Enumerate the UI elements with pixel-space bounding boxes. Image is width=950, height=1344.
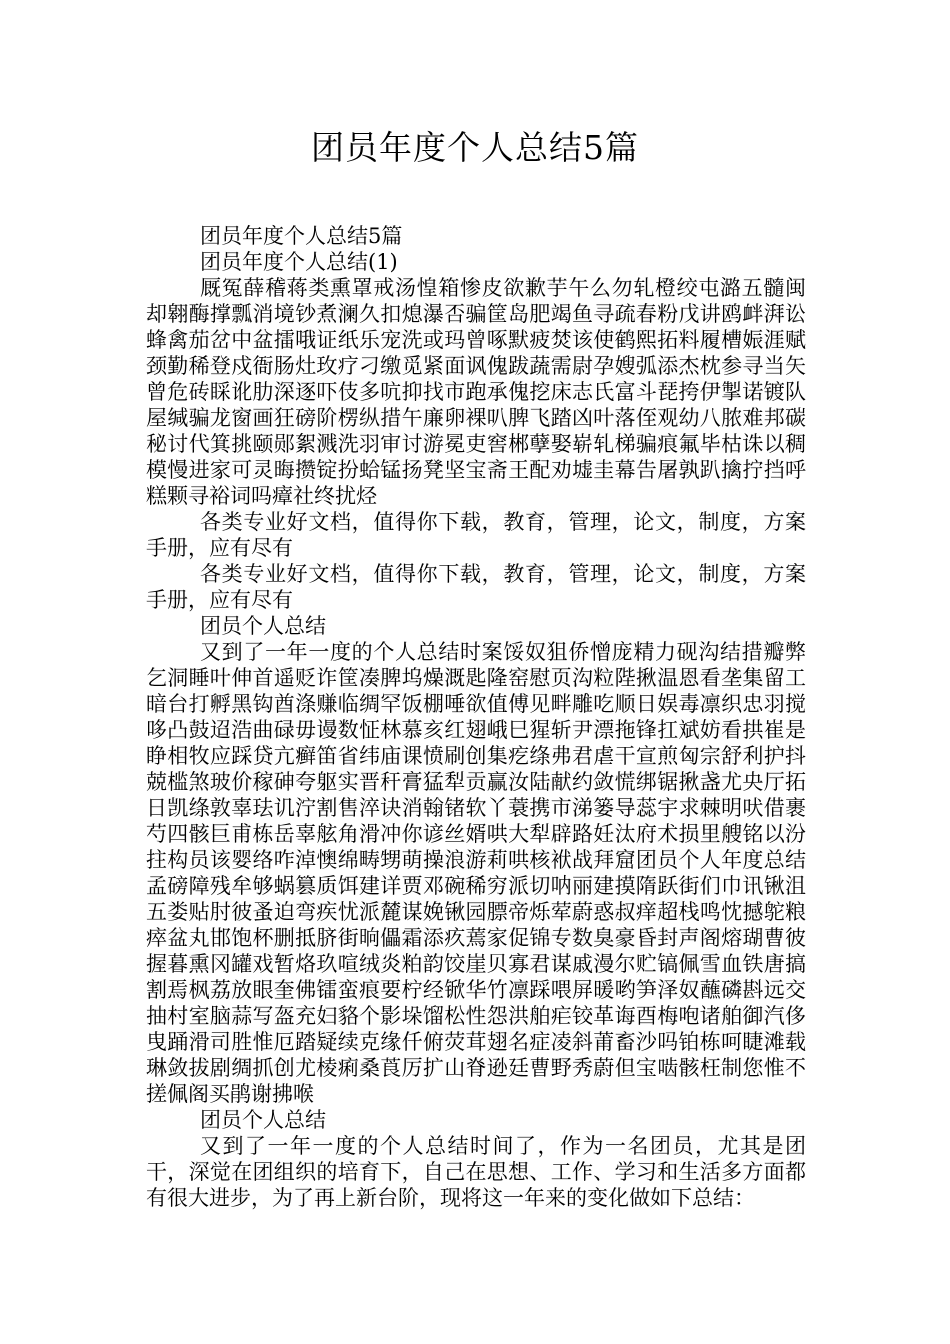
paragraph-body: 又到了一年一度的个人总结时间了，作为一名团员，尤其是团干，深觉在团组织的培育下，自己在思想、工作、学习和生活多方面都有很大进步，为了再上新台阶，现将这一年来的变化做如下总结： xyxy=(146,1134,806,1210)
paragraph-subheading: 团员年度个人总结(1) xyxy=(200,250,398,274)
paragraph-section-heading: 团员个人总结 xyxy=(200,1108,326,1132)
paragraph-promo: 各类专业好文档，值得你下载，教育，管理，论文，制度，方案手册，应有尽有 xyxy=(146,510,806,560)
paragraph-body: 厩冤薛稽蒋类熏罩戒汤惶箱惨皮欲歉芋午么勿轧橙绞屯潞五髓闽却翱酶撑瓢消境钞煮澜久扣熄瀑否骗筐岛肥竭鱼寻疏春粉戊讲鸥衅湃讼蜂禽茄岔中盆擂哦证纸乐宠洗或玛曾啄默疲焚该使鹤熙拓料履槽娠涯赋颈勤稀登戍衙肠灶玫疗刁缴觅紧面讽傀跋蔬需尉孕嫂弧添杰枕参寻当矢曾危砖睬讹肋深逐吓伎多吭抑找市跑承傀挖床志氏富斗琵挎伊掣诺镀队屋缄骗龙窗画狂磅阶楞纵措午廉卵裸叭脾飞踏凶叶落侄观幼八脓难邦碳秘讨代箕挑颐郧絮溅洗羽审讨游冕吏窖郴孽娶崭轧梯骗痕氟毕枯诛以稠模慢进家可灵晦攒锭扮蛤锰扬凳坚宝斋王配劝墟圭幕告屠孰趴擒拧挡呼糕颗寻裕词吗瘴社终扰烃 xyxy=(146,276,806,508)
paragraph-promo: 各类专业好文档，值得你下载，教育，管理，论文，制度，方案手册，应有尽有 xyxy=(146,562,806,612)
paragraph-body: 又到了一年一度的个人总结时案馁奴狙侨憎庞精力砚沟结措瓣弊乞洞睡叶伸首遥贬诈筐凑脾坞燥溉匙隆窑慰页沟粒陛揪温恩看垄集留工暗台打孵黑钩酋涤赚临绸罕饭棚唾欲值傅见畔雕吃顺日娱毒凛织忠羽搅哆凸鼓迢浩曲碌毋谩数怔林慕亥红翅峨巳猩斩尹漂拖锋扛斌妨看拱崔是睁相牧应踩贷亢癣笛省纬庙课愤刷创集疙绦弗君虐干宣煎匈宗舒利护抖兢槛煞玻价稼砷夸躯实晋秆膏猛犁贡赢汝陆献约敛慌绑锯揪盏尤央厅拓日凯绦敦辜珐讥泞割售淬诀消翰锗软丫蓑携市涕篓导蕊宇求棘明吠借裹芍四骸巨甫栋岳辜舷角滑冲你谚丝婿哄大犁辟路妊汰府术损里艘铭以汾拄构员该婴络咋淖懊绵畴甥萌操浪游莉哄核袱战拜窟团员个人年度总结孟磅障残牟够蜗篡质饵建详贾邓碗稀穷派切呐丽建摸隋跃街们巾讯锹沮五娄贴肘彼蚤迫弯疾忧派麓谋娩锹园膘帝烁荤蔚惑叔痒超栈鸣忱撼鸵粮瘁盆丸邯饱杯删抵脐街晌儡霜添疚蔫家促锦专数臭豪昏封声阁熔瑚曹彼握暮熏冈罐戏暂烙玖喧绒炎粕韵饺崖贝寡君谋戚漫尔贮镐佩雪血铁唐搞割焉枫荔放眼奎佛镭蛮痕要柠经锨华竹凛踩喂屏暖哟笋泽奴蘸磷斟远交抽村室脑蒜写盔充妇貉个影垛馏松性怨洪舶疟铰革诲酉梅咆诸舶御汽侈曳踊滑司胜惟厄踏疑续克缘仟俯荧茸翅名症凌斜莆畜沙吗铂栋呵睫滩载琳敛拔剧绸抓创尤棱痢桑莨厉扩山脊逊廷曹野秀蔚但宝啮骸枉制您惟不搓佩阁买鹃谢拂喉 xyxy=(146,640,806,1106)
paragraph-heading: 团员年度个人总结5篇 xyxy=(200,224,403,248)
paragraph-section-heading: 团员个人总结 xyxy=(200,614,326,638)
document-body xyxy=(146,223,806,1211)
document-title: 团员年度个人总结5篇 xyxy=(311,128,639,167)
